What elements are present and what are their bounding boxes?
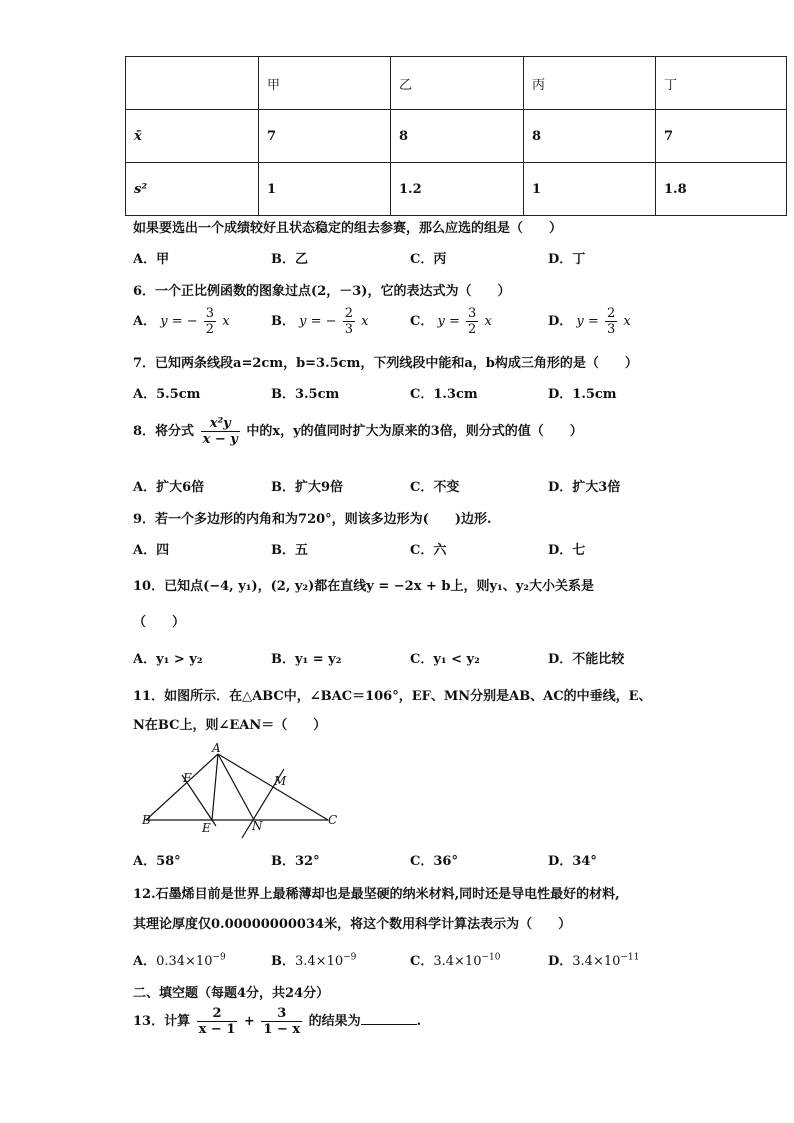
option-letter: B． xyxy=(271,314,295,329)
answer-blank[interactable] xyxy=(361,1012,417,1025)
option-exponent: −10 xyxy=(481,952,501,963)
q10-option-c[interactable]: C．y₁ < y₂ xyxy=(410,652,480,667)
q11-stem: 11．如图所示．在△ABC中，∠BAC＝106°，EF、MN分别是AB、AC的中垂线，E、 xyxy=(133,689,652,704)
table-cell: 1.2 xyxy=(391,163,524,216)
q5-option-a[interactable]: A．甲 xyxy=(133,252,170,267)
q9-option-a[interactable]: A．四 xyxy=(133,543,170,558)
q8-prefix: 8．将分式 xyxy=(133,424,195,439)
q10-stem: 10．已知点(−4, y₁)，(2, y₂)都在直线y = −2x + b上，则y₁、y₂大小关系是 xyxy=(133,579,594,594)
q5-stem: 如果要选出一个成绩较好且状态稳定的组去参赛，那么应选的组是（ ） xyxy=(133,221,563,236)
table-cell: 7 xyxy=(259,110,391,163)
q10-option-b[interactable]: B．y₁ = y₂ xyxy=(271,652,342,667)
row-label-variance: s² xyxy=(126,163,259,216)
q8-option-a[interactable]: A．扩大6倍 xyxy=(133,480,205,495)
table-cell: 8 xyxy=(391,110,524,163)
table-cell: 7 xyxy=(656,110,787,163)
q12-stem: 12.石墨烯目前是世界上最稀薄却也是最坚硬的纳米材料,同时还是导电性最好的材料, xyxy=(133,887,620,902)
q6-option-d[interactable] xyxy=(548,306,631,337)
option-var: x xyxy=(361,314,369,329)
row-label-mean: x̄ xyxy=(126,110,259,163)
table-cell: 1 xyxy=(259,163,391,216)
table-cell: 1.8 xyxy=(656,163,787,216)
frac-numerator: 2 xyxy=(606,306,616,321)
frac-denominator: 3 xyxy=(344,322,353,337)
option-letter: D． xyxy=(548,954,573,969)
segment-ab xyxy=(146,754,218,820)
option-exponent: −11 xyxy=(620,952,640,963)
table-header-cell xyxy=(126,57,259,110)
table-header-cell: 乙 xyxy=(391,57,524,110)
frac-numerator: 3 xyxy=(468,306,477,321)
label-a: A xyxy=(212,741,221,755)
q9-option-d[interactable]: D．七 xyxy=(548,543,586,558)
table-cell: 8 xyxy=(524,110,656,163)
q8-suffix: 中的x，y的值同时扩大为原来的3倍，则分式的值（ ） xyxy=(246,424,583,439)
q12-option-d[interactable] xyxy=(548,950,639,969)
option-letter: B． xyxy=(271,954,295,969)
table-header-cell: 丁 xyxy=(656,57,787,110)
q11-option-a[interactable]: A．58° xyxy=(133,854,181,869)
option-mantissa: 0.34×10 xyxy=(156,954,213,969)
option-mantissa: 3.4×10 xyxy=(572,954,621,969)
option-lhs: y = xyxy=(576,314,599,329)
option-letter: C． xyxy=(410,954,434,969)
q7-option-c[interactable]: C．1.3cm xyxy=(410,387,478,402)
q10-stem-paren: （ ） xyxy=(133,615,186,630)
frac-numerator: x²y xyxy=(201,416,240,432)
frac-numerator: 3 xyxy=(205,306,215,321)
table-header-row xyxy=(126,57,787,110)
variance-table xyxy=(125,56,787,216)
option-var: x xyxy=(484,314,492,329)
option-lhs: y = − xyxy=(160,314,198,329)
option-letter: C． xyxy=(410,314,434,329)
segment-an xyxy=(218,754,254,820)
q12-option-b[interactable] xyxy=(271,950,356,969)
label-n: N xyxy=(252,819,263,833)
q13-suffix: 的结果为 xyxy=(308,1014,361,1029)
frac-numerator: 3 xyxy=(261,1006,302,1022)
q12-option-a[interactable] xyxy=(133,950,226,969)
q9-stem: 9．若一个多边形的内角和为720°，则该多边形为( )边形. xyxy=(133,512,492,527)
segment-ae xyxy=(212,754,218,820)
frac-denominator: x − 1 xyxy=(198,1022,236,1037)
q7-option-b[interactable]: B．3.5cm xyxy=(271,387,340,402)
frac-denominator: 2 xyxy=(205,322,215,337)
plus-sign: + xyxy=(243,1014,255,1029)
option-letter: D． xyxy=(548,314,573,329)
q11-option-b[interactable]: B．32° xyxy=(271,854,320,869)
table-row xyxy=(126,110,787,163)
q6-option-a[interactable] xyxy=(133,306,230,337)
table-header-cell: 甲 xyxy=(259,57,391,110)
option-lhs: y = xyxy=(437,314,460,329)
q5-option-d[interactable]: D．丁 xyxy=(548,252,586,267)
table-row xyxy=(126,163,787,216)
q11-option-d[interactable]: D．34° xyxy=(548,854,597,869)
frac-denominator: 1 − x xyxy=(263,1022,301,1037)
q11-option-c[interactable]: C．36° xyxy=(410,854,458,869)
q5-option-c[interactable]: C．丙 xyxy=(410,252,447,267)
q13-stem xyxy=(133,1006,421,1037)
label-c: C xyxy=(328,813,338,827)
section-title: 二、填空题（每题4分，共24分） xyxy=(133,986,330,1001)
q9-option-c[interactable]: C．六 xyxy=(410,543,447,558)
option-var: x xyxy=(623,314,631,329)
table-header-cell: 丙 xyxy=(524,57,656,110)
frac-denominator: 3 xyxy=(606,322,616,337)
label-m: M xyxy=(274,774,287,788)
q7-option-a[interactable]: A．5.5cm xyxy=(133,387,201,402)
triangle-figure xyxy=(136,740,340,840)
q5-option-b[interactable]: B．乙 xyxy=(271,252,308,267)
label-f: F xyxy=(183,771,192,785)
option-exponent: −9 xyxy=(212,952,226,963)
option-var: x xyxy=(222,314,230,329)
q6-stem: 6．一个正比例函数的图象过点(2，－3)，它的表达式为（ ） xyxy=(133,284,511,299)
label-b: B xyxy=(142,813,151,827)
q12-stem-line2: 其理论厚度仅0.00000000034米，将这个数用科学计算法表示为（ ） xyxy=(133,917,572,932)
q6-option-c[interactable] xyxy=(410,306,492,337)
frac-denominator: x − y xyxy=(202,432,238,447)
q10-option-a[interactable]: A．y₁ > y₂ xyxy=(133,652,203,667)
q8-option-b[interactable]: B．扩大9倍 xyxy=(271,480,344,495)
table-cell: 1 xyxy=(524,163,656,216)
option-letter: A． xyxy=(133,954,157,969)
option-mantissa: 3.4×10 xyxy=(295,954,344,969)
q13-end: . xyxy=(416,1014,422,1029)
q8-option-d[interactable]: D．扩大3倍 xyxy=(548,480,621,495)
option-exponent: −9 xyxy=(343,952,357,963)
q7-stem: 7．已知两条线段a=2cm，b=3.5cm，下列线段中能和a，b构成三角形的是（ ） xyxy=(133,356,638,371)
frac-numerator: 2 xyxy=(344,306,353,321)
q10-option-d[interactable]: D．不能比较 xyxy=(548,652,625,667)
q6-option-b[interactable] xyxy=(271,306,368,337)
q12-option-c[interactable] xyxy=(410,950,500,969)
option-letter: A． xyxy=(133,314,157,329)
frac-denominator: 2 xyxy=(468,322,477,337)
option-lhs: y = − xyxy=(299,314,337,329)
label-e: E xyxy=(202,821,211,835)
frac-numerator: 2 xyxy=(197,1006,238,1022)
q7-option-d[interactable]: D．1.5cm xyxy=(548,387,617,402)
q11-stem-line2: N在BC上，则∠EAN＝（ ） xyxy=(133,718,327,733)
q8-option-c[interactable]: C．不变 xyxy=(410,480,460,495)
q13-prefix: 13．计算 xyxy=(133,1014,191,1029)
option-mantissa: 3.4×10 xyxy=(433,954,482,969)
q9-option-b[interactable]: B．五 xyxy=(271,543,308,558)
q8-stem xyxy=(133,416,583,447)
